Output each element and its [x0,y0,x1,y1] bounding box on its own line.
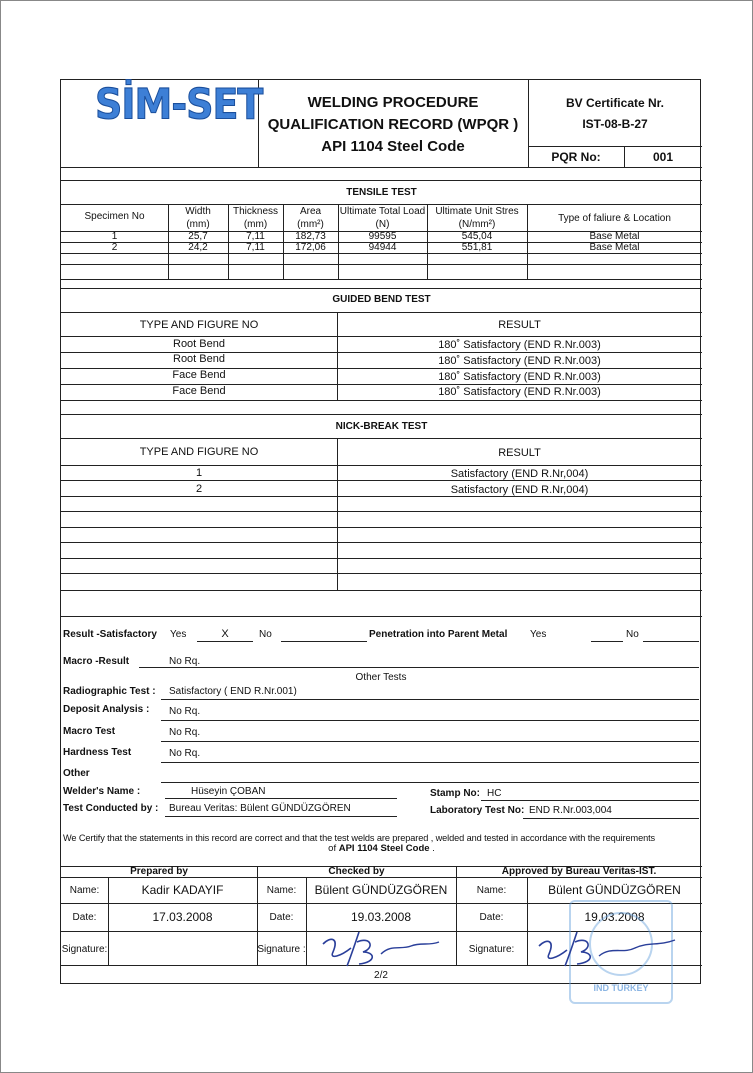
col-failure: Type of faliure & Location [558,213,671,224]
approved-date-label: Date: [479,912,504,923]
conducted-label: Test Conducted by : [63,803,159,814]
bend-row4-type: Face Bend [172,385,226,397]
doc-title-line3: API 1104 Steel Code [321,138,465,155]
result-satisfactory-label: Result -Satisfactory [63,629,157,640]
approved-signature-image [531,926,681,970]
penetration-yes-label: Yes [530,629,547,640]
approved-date-value: 19.03.2008 [584,910,645,924]
tensile-row2-load: 94944 [368,242,397,253]
hardness-value: No Rq. [169,748,201,759]
result-no-label: No [259,629,272,640]
prepared-name-value: Kadir KADAYIF [141,883,224,897]
certify-line2: of API 1104 Steel Code . [328,843,435,854]
tensile-row1-specimen: 1 [111,231,118,242]
col-stress: Ultimate Unit Stres [435,206,519,217]
bend-row2-type: Root Bend [173,353,225,365]
col-thickness-unit: (mm) [243,219,268,230]
checked-by-heading: Checked by [328,866,385,877]
stamp-no-label: Stamp No: [430,788,480,799]
stamp-no-value: HC [487,788,502,799]
checked-signature-label: Signature : [257,944,306,955]
bend-row3-result: 180˚ Satisfactory (END R.Nr.003) [438,371,601,383]
tensile-title: TENSILE TEST [346,187,417,198]
col-load: Ultimate Total Load [339,206,426,217]
company-logo: SİM-SET [95,79,263,129]
deposit-label: Deposit Analysis : [63,704,150,715]
tensile-row1-area: 182,73 [295,231,326,242]
tensile-row1-width: 25,7 [188,231,208,242]
doc-title-line2: QUALIFICATION RECORD (WPQR ) [267,116,519,133]
nick-col-type: TYPE AND FIGURE NO [139,446,259,458]
deposit-value: No Rq. [169,706,201,717]
lab-test-label: Laboratory Test No: [430,805,525,816]
doc-title-line1: WELDING PROCEDURE [307,94,479,111]
result-yes-label: Yes [170,629,187,640]
nick-col-result: RESULT [498,447,541,459]
penetration-label: Penetration into Parent Metal [369,629,508,640]
cert-value: IST-08-B-27 [582,117,648,131]
checked-date-label: Date: [269,912,294,923]
bend-row1-result: 180˚ Satisfactory (END R.Nr.003) [438,339,601,351]
tensile-row1-load: 99595 [368,231,397,242]
bend-row4-result: 180˚ Satisfactory (END R.Nr.003) [438,386,601,398]
tensile-row2-specimen: 2 [111,242,118,253]
other-tests-heading: Other Tests [355,672,407,683]
tensile-row2-failure: Base Metal [589,242,640,253]
welder-value: Hüseyin ÇOBAN [191,786,266,797]
tensile-row2-stress: 551,81 [461,242,493,253]
wpqr-document [60,79,701,993]
nick-row2-result: Satisfactory (END R.Nr,004) [450,484,589,496]
col-thickness: Thickness [232,206,278,217]
approved-by-heading: Approved by Bureau Veritas-IST. [501,866,657,877]
col-width-unit: (mm) [186,219,210,230]
other-label: Other [63,768,90,779]
bend-col-result: RESULT [498,319,541,331]
tensile-row1-thickness: 7,11 [246,231,265,242]
bend-row3-type: Face Bend [172,369,226,381]
col-area-unit: (mm²) [297,219,324,230]
hardness-label: Hardness Test [63,747,132,758]
prepared-by-heading: Prepared by [130,866,188,877]
prepared-date-value: 17.03.2008 [152,910,213,924]
pqr-label: PQR No: [551,150,601,164]
nick-title: NICK-BREAK TEST [335,421,428,432]
radiographic-value: Satisfactory ( END R.Nr.001) [169,686,297,697]
col-width: Width [185,206,211,217]
stamp-text: IND TÜRKEY [593,983,649,993]
conducted-value: Bureau Veritas: Bülent GÜNDÜZGÖREN [169,803,351,814]
prepared-signature-label: Signature: [61,944,108,955]
approved-signature-label: Signature: [468,944,515,955]
col-stress-unit: (N/mm²) [458,219,496,230]
tensile-row2-width: 24,2 [188,242,208,253]
tensile-row1-stress: 545,04 [461,231,493,242]
prepared-date-label: Date: [72,912,97,923]
lab-test-value: END R.Nr.003,004 [529,805,612,816]
bend-title: GUIDED BEND TEST [332,294,431,305]
col-load-unit: (N) [375,219,390,230]
pqr-value: 001 [652,150,674,164]
macro-result-label: Macro -Result [63,656,130,667]
macro-test-value: No Rq. [169,727,201,738]
checked-date-value: 19.03.2008 [350,910,412,924]
penetration-no-label: No [626,629,639,640]
checked-signature-image [311,926,451,970]
approved-name-value: Bülent GÜNDÜZGÖREN [548,883,681,897]
tensile-row2-area: 172,06 [295,242,326,253]
bend-col-type: TYPE AND FIGURE NO [139,319,259,331]
tensile-row2-thickness: 7,11 [246,242,265,253]
cert-label: BV Certificate Nr. [565,96,665,110]
col-specimen: Specimen No [84,211,145,222]
certify-code: API 1104 Steel Code [338,843,430,854]
nick-row2-type: 2 [195,483,203,495]
col-area: Area [299,206,322,217]
tensile-row1-failure: Base Metal [589,231,640,242]
bend-row2-result: 180˚ Satisfactory (END R.Nr.003) [438,355,601,367]
nick-row1-type: 1 [195,467,203,479]
checked-name-value: Bülent GÜNDÜZGÖREN [314,883,448,897]
macro-test-label: Macro Test [63,726,116,737]
radiographic-label: Radiographic Test : [63,686,156,697]
nick-row1-result: Satisfactory (END R.Nr,004) [450,468,589,480]
approved-name-label: Name: [476,885,507,896]
macro-result-value: No Rq. [169,656,201,667]
result-yes-mark: X [221,628,229,640]
checked-name-label: Name: [266,885,297,896]
welder-label: Welder's Name : [63,786,141,797]
page-number: 2/2 [374,970,388,981]
certify-line1: We Certify that the statements in this record are correct and that the test welds are prepared , welded and tested in accordance with the requirements [63,833,656,843]
prepared-name-label: Name: [69,885,100,896]
bend-row1-type: Root Bend [173,338,225,350]
